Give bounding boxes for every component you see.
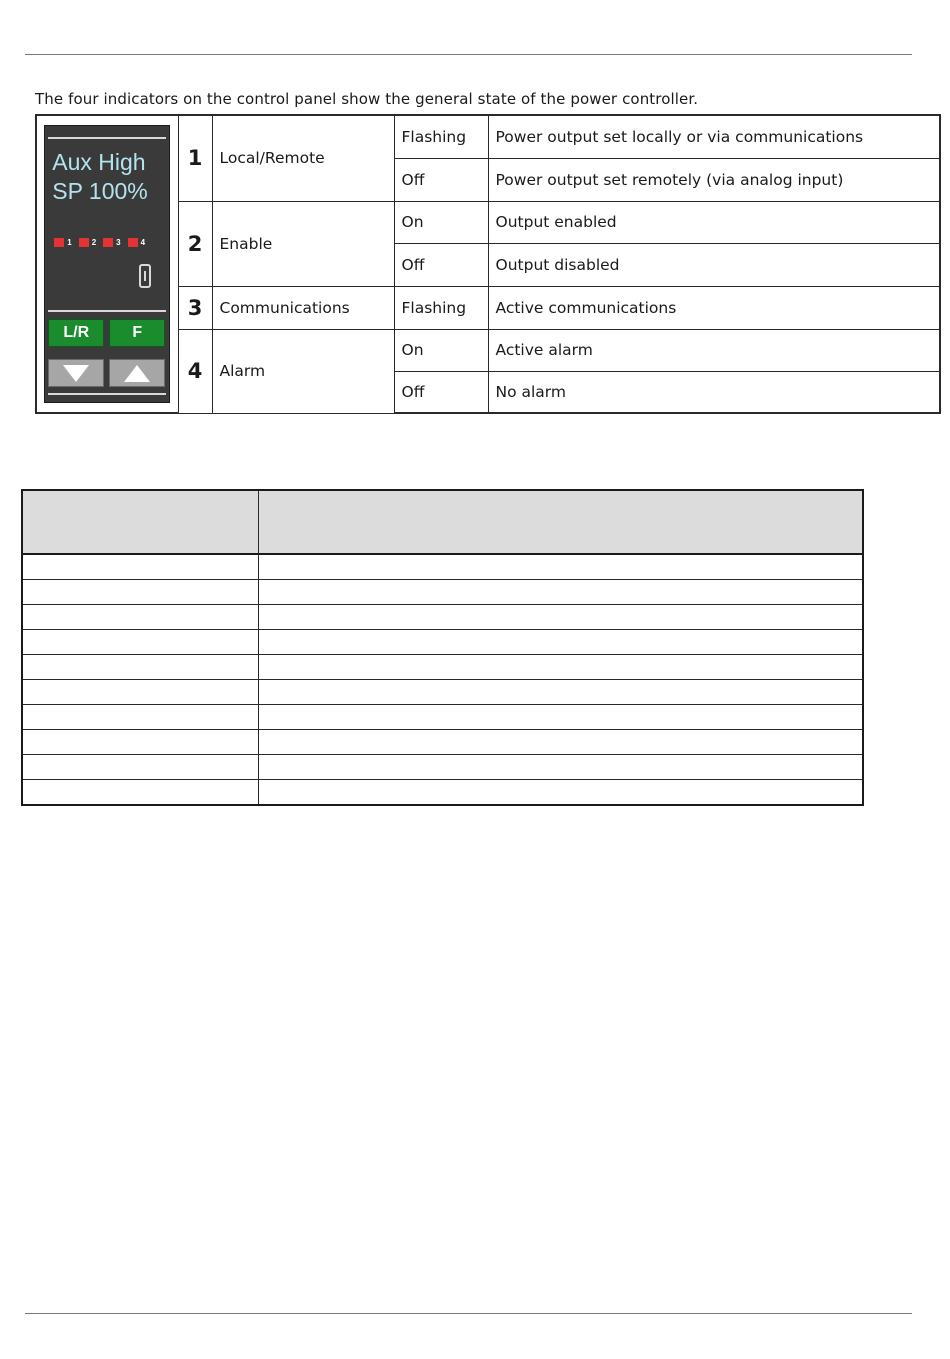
led-2-label: 2 xyxy=(91,238,97,247)
indicator-state: Flashing xyxy=(394,286,488,329)
indicator-meaning: Output disabled xyxy=(488,243,940,286)
triangle-down-icon xyxy=(63,365,89,382)
led-4-label: 4 xyxy=(140,238,146,247)
indicator-meaning: Active communications xyxy=(488,286,940,329)
indicator-name: Local/Remote xyxy=(212,115,394,201)
table-header-row xyxy=(22,490,863,554)
indicator-name: Communications xyxy=(212,286,394,329)
table-row xyxy=(22,655,863,680)
indicator-meaning: No alarm xyxy=(488,371,940,413)
led-3-icon xyxy=(103,238,113,247)
led-3-label: 3 xyxy=(116,238,121,247)
control-panel-image xyxy=(44,125,170,403)
table-row xyxy=(22,630,863,655)
indicator-name: Alarm xyxy=(212,329,394,413)
led-4-icon xyxy=(128,238,138,247)
led-2-icon xyxy=(79,238,89,247)
indicator-meaning: Power output set locally or via communications xyxy=(488,115,940,158)
usb-port-icon xyxy=(139,264,151,288)
down-button[interactable] xyxy=(48,359,104,387)
indicator-state: Off xyxy=(394,158,488,201)
panel-display xyxy=(52,148,147,206)
indicator-state: Off xyxy=(394,371,488,413)
led-row xyxy=(54,238,152,247)
header-cell xyxy=(22,490,258,554)
table-row xyxy=(22,705,863,730)
indicator-name: Enable xyxy=(212,201,394,286)
indicator-state: On xyxy=(394,201,488,243)
empty-table xyxy=(21,489,864,806)
indicator-table xyxy=(35,114,941,414)
indicator-meaning: Active alarm xyxy=(488,329,940,371)
indicator-number: 4 xyxy=(178,329,212,413)
control-panel-cell xyxy=(36,115,178,413)
table-row xyxy=(22,680,863,705)
table-row xyxy=(22,580,863,605)
header-rule xyxy=(25,54,912,55)
table-row xyxy=(22,554,863,580)
led-1-icon xyxy=(54,238,64,247)
indicator-number: 1 xyxy=(178,115,212,201)
triangle-up-icon xyxy=(124,365,150,382)
indicator-state: Off xyxy=(394,243,488,286)
display-line-2: SP 100% xyxy=(52,178,148,204)
footer-rule xyxy=(25,1313,912,1314)
table-row xyxy=(22,605,863,630)
indicator-meaning: Output enabled xyxy=(488,201,940,243)
f-button[interactable]: F xyxy=(109,319,165,347)
lr-button[interactable]: L/R xyxy=(48,319,104,347)
indicator-state: On xyxy=(394,329,488,371)
display-line-1: Aux High xyxy=(52,149,146,175)
indicator-state: Flashing xyxy=(394,115,488,158)
up-button[interactable] xyxy=(109,359,165,387)
led-1-label: 1 xyxy=(67,238,72,247)
indicator-number: 2 xyxy=(178,201,212,286)
indicator-number: 3 xyxy=(178,286,212,329)
table-row xyxy=(22,780,863,806)
intro-paragraph: The four indicators on the control panel show the general state of the power controller. xyxy=(35,90,699,108)
header-cell xyxy=(258,490,863,554)
table-row xyxy=(22,755,863,780)
indicator-meaning: Power output set remotely (via analog input) xyxy=(488,158,940,201)
table-row xyxy=(22,730,863,755)
